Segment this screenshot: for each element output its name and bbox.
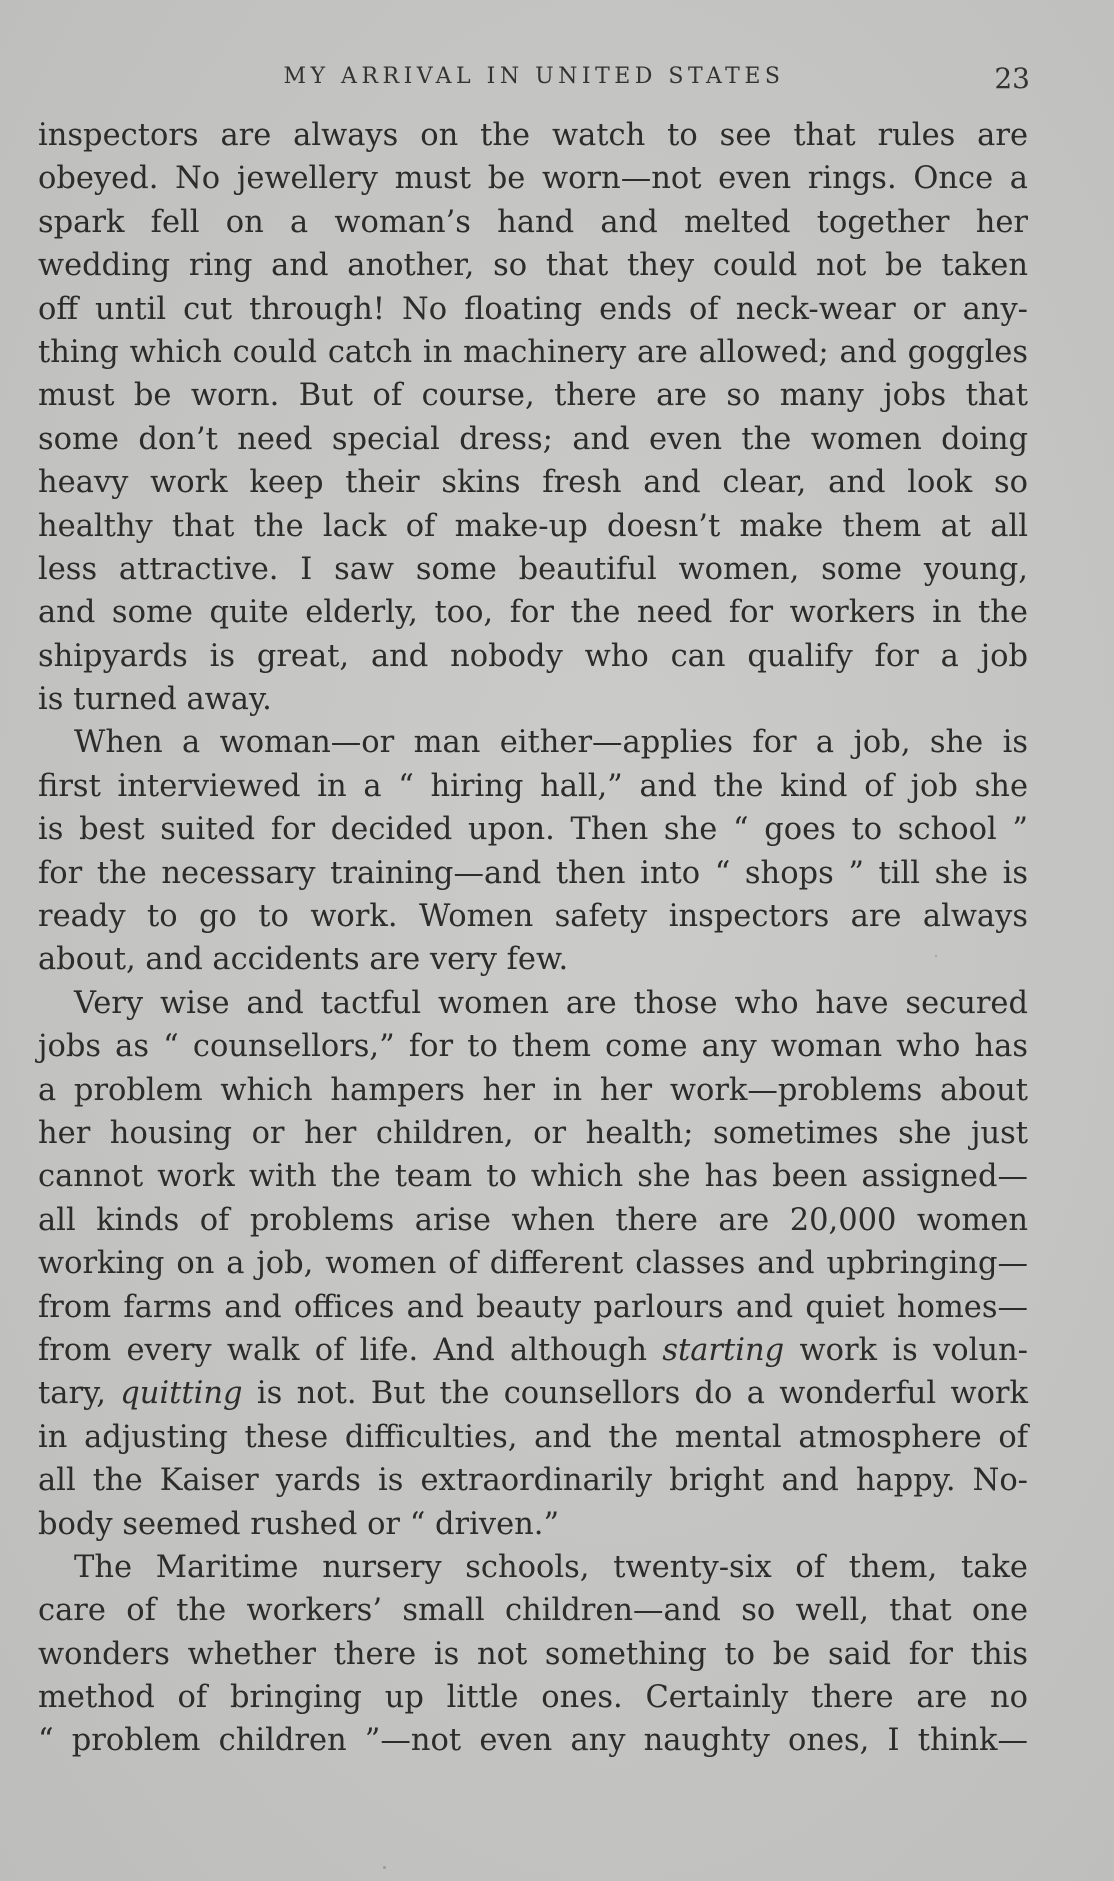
running-head — [38, 62, 1030, 96]
text-line: about, and accidents are very few. — [38, 942, 569, 978]
text-line: her housing or her children, or health; sometimes she just — [38, 1115, 1028, 1151]
text-line: in adjusting these difficulties, and the mental atmosphere of — [38, 1419, 1028, 1455]
text-line: and some quite elderly, too, for the need for workers in the — [38, 595, 1028, 631]
text-line: must be worn. But of course, there are so many jobs that — [38, 378, 1028, 414]
text-line: all the Kaiser yards is extraordinarily bright and happy. No- — [38, 1463, 1028, 1499]
emphasis: starting — [662, 1332, 785, 1368]
text-line: body seemed rushed or “ driven.” — [38, 1506, 560, 1542]
text-line: from farms and offices and beauty parlours and quiet homes— — [38, 1289, 1028, 1325]
text-line: wedding ring and another, so that they could not be taken — [38, 248, 1028, 284]
text-line: for the necessary training—and then into “ shops ” till she is — [38, 855, 1028, 891]
text-line: thing which could catch in machinery are allowed; and goggles — [38, 334, 1028, 370]
text-line: is turned away. — [38, 682, 272, 718]
text-line: jobs as “ counsellors,” for to them come any woman who has — [38, 1029, 1028, 1065]
text-line: some don’t need special dress; and even the women doing — [38, 421, 1028, 457]
text-line: wonders whether there is not something to be said for this — [38, 1636, 1028, 1672]
text-line: heavy work keep their skins fresh and clear, and look so — [38, 465, 1028, 501]
text-line: off until cut through! No floating ends of neck-wear or any- — [38, 291, 1028, 327]
text-line: less attractive. I saw some beautiful women, some young, — [38, 551, 1028, 587]
text-line: spark fell on a woman’s hand and melted together her — [38, 204, 1028, 240]
text-line: care of the workers’ small children—and so well, that one — [38, 1593, 1028, 1629]
text-line: working on a job, women of different classes and upbringing— — [38, 1246, 1028, 1282]
text-line: The Maritime nursery schools, twenty-six of them, take — [74, 1549, 1028, 1585]
running-title: MY ARRIVAL IN UNITED STATES — [283, 64, 785, 89]
text-line: “ problem children ”—not even any naughty ones, I think— — [38, 1723, 1028, 1759]
text-line: inspectors are always on the watch to see that rules are — [38, 118, 1028, 153]
emphasis: quitting — [120, 1376, 243, 1412]
text-line: tary, quitting is not. But the counsellors do a wonderful work — [38, 1376, 1028, 1412]
text-line: first interviewed in a “ hiring hall,” and the kind of job she — [38, 768, 1028, 804]
text-line: obeyed. No jewellery must be worn—not even rings. Once a — [38, 161, 1028, 197]
text-line: When a woman—or man either—applies for a job, she is — [74, 725, 1028, 761]
text-line: all kinds of problems arise when there are 20,000 women — [38, 1202, 1028, 1238]
text-line: shipyards is great, and nobody who can qualify for a job — [38, 638, 1028, 674]
text-line: method of bringing up little ones. Certainly there are no — [38, 1680, 1028, 1716]
body-text — [38, 114, 1028, 1763]
page-number: 23 — [994, 62, 1030, 95]
text-line: Very wise and tactful women are those who have secured — [74, 985, 1028, 1021]
text-line: cannot work with the team to which she has been assigned— — [38, 1159, 1028, 1195]
text-line: a problem which hampers her in her work—problems about — [38, 1072, 1028, 1108]
paper-speck — [383, 1866, 386, 1869]
text-line: healthy that the lack of make-up doesn’t make them at all — [38, 508, 1028, 544]
text-line: is best suited for decided upon. Then she “ goes to school ” — [38, 812, 1028, 848]
text-line: from every walk of life. And although starting work is volun- — [38, 1332, 1028, 1368]
text-line: ready to go to work. Women safety inspectors are always — [38, 899, 1028, 935]
paper-speck — [935, 955, 937, 957]
